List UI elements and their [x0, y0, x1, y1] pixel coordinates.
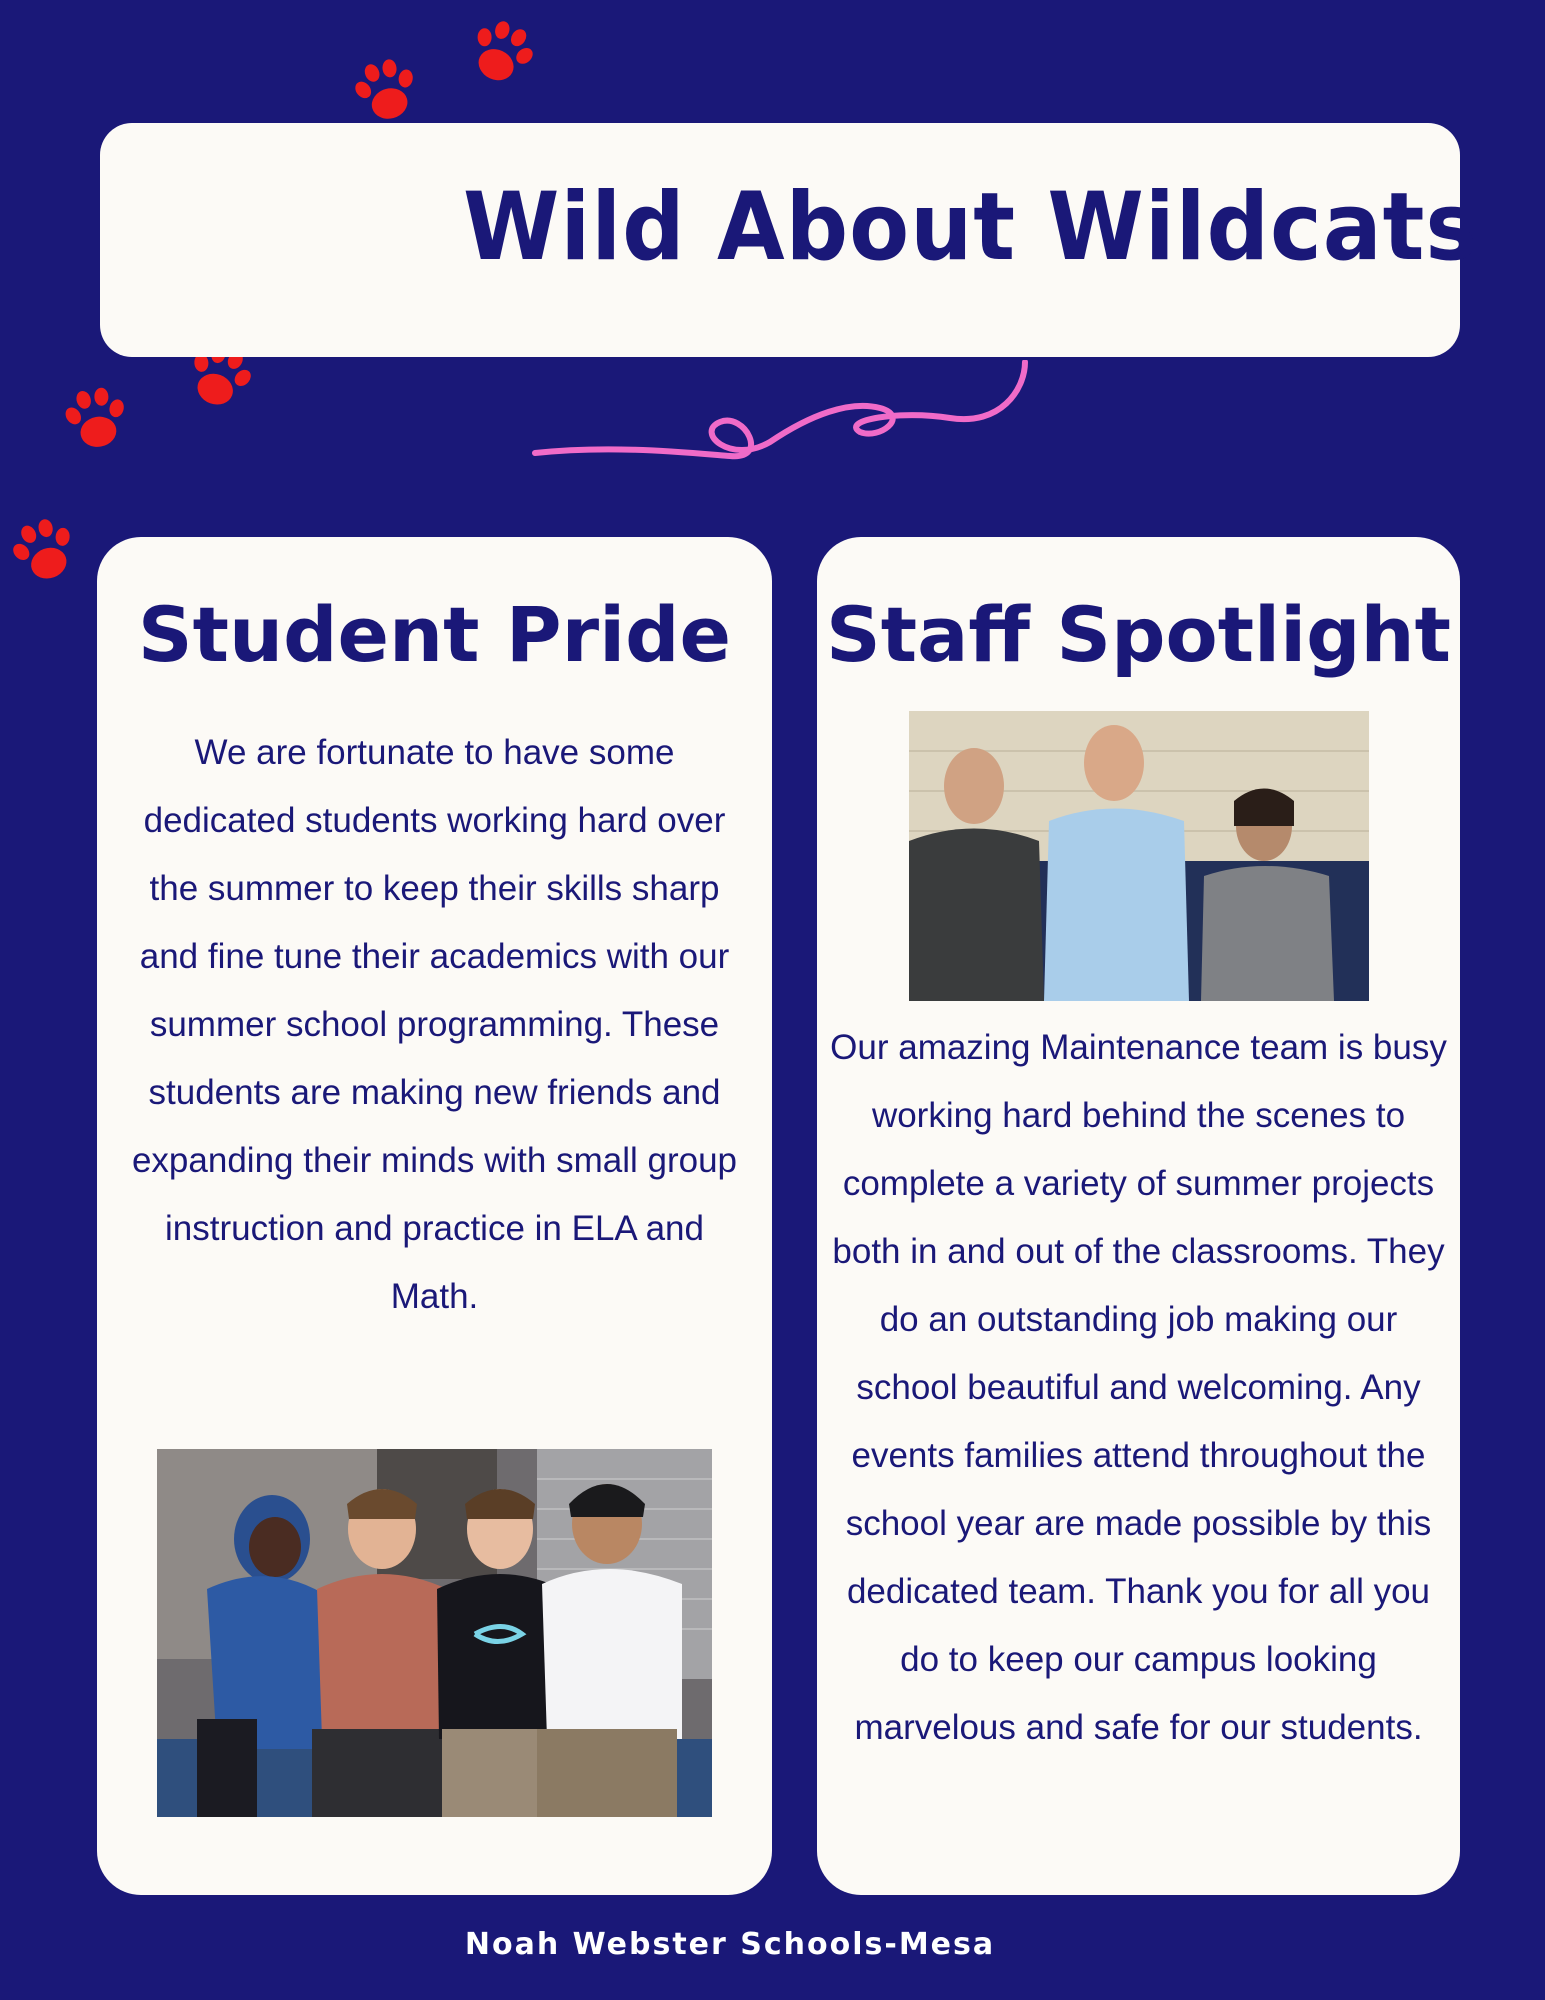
paw-print-icon [50, 372, 143, 465]
students-photo [157, 1449, 712, 1817]
paw-print-icon [0, 499, 95, 602]
staff-photo [909, 711, 1369, 1001]
staff-spotlight-card [817, 537, 1460, 1895]
staff-spotlight-heading: Staff Spotlight [826, 590, 1451, 679]
student-pride-card [97, 537, 772, 1895]
student-pride-heading: Student Pride [137, 590, 732, 679]
page-title: Wild About Wildcats [463, 173, 1479, 282]
squiggle-decoration [530, 360, 1040, 490]
staff-spotlight-body: Our amazing Maintenance team is busy working hard behind the scenes to complete a variety of summer projects both in and out of the classrooms. They do an outstanding job making our school beautiful and welcoming. Any events families attend throughout the school year are made possible by this dedicated team. Thank you for all you do to keep our campus looking marvelous and safe for our students. [830, 1028, 1447, 1747]
footer-school-name: Noah Webster Schools-Mesa [464, 1927, 996, 1962]
paw-print-icon [449, 0, 555, 105]
student-pride-body: We are fortunate to have some dedicated students working hard over the summer to keep their skills sharp and fine tune their academics with our summer school programming. These students are making new friends and expanding their minds with small group instruction and practice in ELA and Math. [131, 733, 738, 1316]
